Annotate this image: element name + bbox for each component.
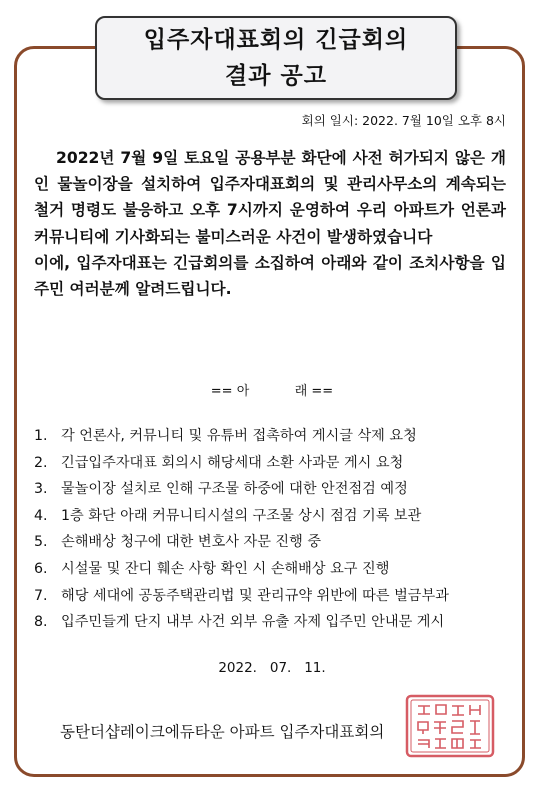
item-text: 해당 세대에 공동주택관리법 및 관리규약 위반에 따른 벌금부과 [61,587,449,604]
item-text: 긴급입주자대표 회의시 해당세대 소환 사과문 게시 요청 [61,454,404,471]
item-text: 손해배상 청구에 대한 변호사 자문 진행 중 [61,534,322,551]
list-item [34,583,514,610]
item-number: 1. [34,428,48,444]
title-box [95,16,457,100]
item-text: 입주민들게 단지 내부 사건 외부 유출 자제 입주민 안내문 게시 [61,614,445,631]
body-paragraph-1: 2022년 7월 9일 토요일 공용부분 화단에 사전 허가되지 않은 개인 물놀이장을 설치하여 입주자대표회의 및 관리사무소의 계속되는 철거 명령도 불응하고 오후 7시까지 운영하여 우리 아파트가 언론과 커뮤니티에 기사화되는 불미스러운 사건이 발생하였습니다 [34,149,506,246]
body-paragraph-2: 이에, 입주자대표는 긴급회의를 소집하여 아래와 같이 조치사항을 입주민 여러분께 알려드립니다. [34,253,506,299]
title-line-1: 입주자대표회의 긴급회의 [143,27,409,53]
action-items-list [34,423,514,636]
list-item [34,476,514,503]
list-item [34,609,514,636]
notice-body [34,145,506,302]
list-item [34,423,514,450]
list-item [34,503,514,530]
notice-heading: == 아 래 == [210,384,334,399]
list-item [34,529,514,556]
list-item [34,556,514,583]
item-text: 물놀이장 설치로 인해 구조물 하중에 대한 안전점검 예정 [61,481,408,498]
item-number: 3. [34,481,48,498]
sign-date: 2022. 07. 11. [218,660,326,676]
item-number: 5. [34,534,48,551]
item-number: 8. [34,614,48,631]
list-item [34,450,514,477]
official-seal-icon [404,694,496,758]
item-number: 2. [34,454,48,471]
item-text: 1층 화단 아래 커뮤니티시설의 구조물 상시 점검 기록 보관 [61,507,422,524]
item-number: 7. [34,587,48,604]
title-line-2: 결과 공고 [225,63,327,89]
item-text: 각 언론사, 커뮤니티 및 유튜버 접촉하여 게시글 삭제 요청 [61,428,417,444]
signer-name: 동탄더샵레이크에듀타운 아파트 입주자대표회의 [60,723,385,741]
item-text: 시설물 및 잔디 훼손 사항 확인 시 손해배상 요구 진행 [61,560,390,577]
meeting-date: 회의 일시: 2022. 7월 10일 오후 8시 [301,113,506,128]
item-number: 4. [34,507,48,524]
item-number: 6. [34,560,48,577]
